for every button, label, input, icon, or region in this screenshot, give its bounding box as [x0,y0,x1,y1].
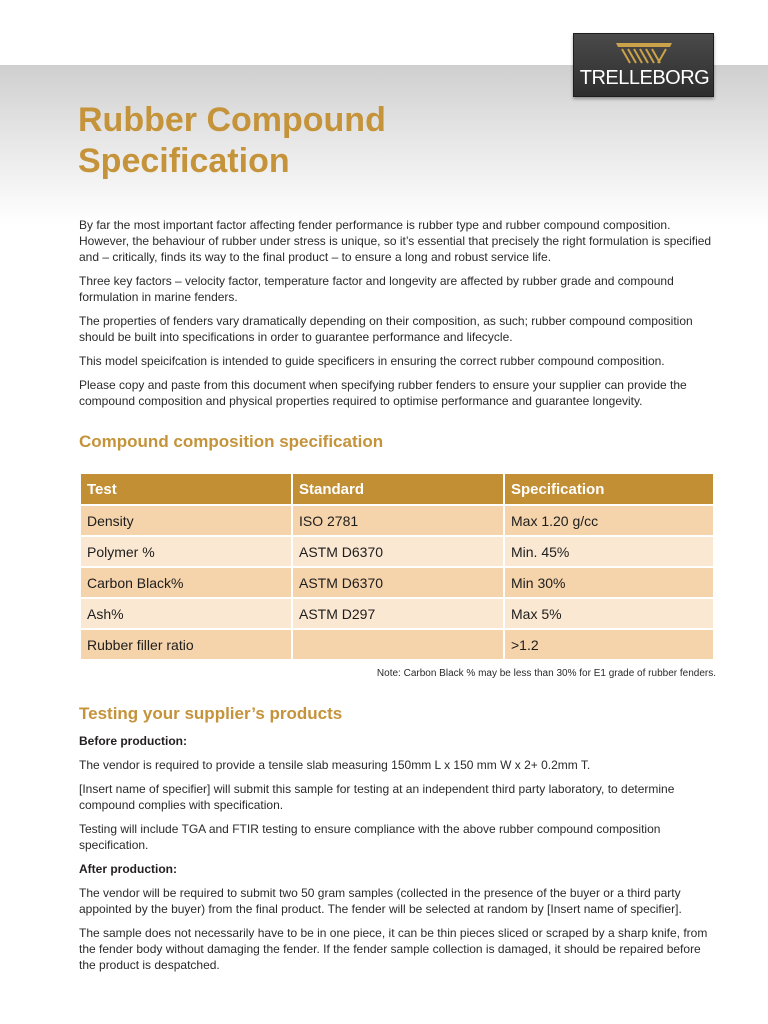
page-title [78,100,538,182]
cell-test: Ash% [81,599,291,628]
cell-standard: ASTM D297 [293,599,503,628]
table-row [81,537,713,566]
table-row [81,599,713,628]
intro-paragraph: This model speicifcation is intended to guide specificers in ensuring the correct rubber compound composition. [79,354,665,368]
table-row [81,630,713,659]
cell-standard: ISO 2781 [293,506,503,535]
column-header-specification: Specification [505,474,713,504]
testing-paragraph: Testing will include TGA and FTIR testing to ensure compliance with the above rubber compound composition specification. [79,822,661,852]
cell-specification: >1.2 [505,630,713,659]
testing-section [79,733,719,981]
cell-test: Density [81,506,291,535]
cell-test: Carbon Black% [81,568,291,597]
table-row [81,568,713,597]
testing-paragraph: [Insert name of specifier] will submit this sample for testing at an independent third party laboratory, to determine compound complies with specification. [79,782,675,812]
cell-specification: Min. 45% [505,537,713,566]
trelleborg-logo [573,33,714,97]
table-note: Note: Carbon Black % may be less than 30% for E1 grade of rubber fenders. [376,668,716,679]
cell-test: Rubber filler ratio [81,630,291,659]
intro-paragraph: Three key factors – velocity factor, temperature factor and longevity are affected by rubber grade and compound formulation in marine fenders. [79,274,674,304]
column-header-test: Test [81,474,291,504]
composition-heading: Compound composition specification [79,432,384,451]
intro-paragraph: Please copy and paste from this document when specifying rubber fenders to ensure your supplier can provide the compound composition and physical properties required to optimise performance and guarantee longevity. [79,378,687,408]
table-header-row [81,474,713,504]
cell-standard: ASTM D6370 [293,537,503,566]
intro-paragraph: The properties of fenders vary dramatically depending on their composition, as such; rubber compound composition should be built into specifications in order to guarantee performance and lifecycle. [79,314,693,344]
cell-specification: Max 5% [505,599,713,628]
before-production-label: Before production: [79,734,187,748]
intro-section [79,217,719,417]
cell-specification: Min 30% [505,568,713,597]
logo-emblem-icon [614,41,674,65]
table-row [81,506,713,535]
column-header-standard: Standard [293,474,503,504]
testing-heading: Testing your supplier’s products [79,704,343,723]
intro-paragraph: By far the most important factor affecting fender performance is rubber type and rubber compound composition. However, the behaviour of rubber under stress is unique, so it’s essential that precisely the right formulation is specified and – critically, finds its way to the final product – to ensure a long and robust service life. [79,218,712,264]
testing-paragraph: The vendor is required to provide a tensile slab measuring 150mm L x 150 mm W x 2+ 0.2mm T. [79,758,591,772]
page-title-line2: Specification [78,142,290,180]
testing-paragraph: The sample does not necessarily have to be in one piece, it can be thin pieces sliced or scraped by a sharp knife, from the fender body without damaging the fender. If the fender sample collection is damaged, it should be repaired before the product is despatched. [79,926,708,972]
cell-specification: Max 1.20 g/cc [505,506,713,535]
composition-table [79,472,715,661]
after-production-label: After production: [79,862,177,876]
testing-paragraph: The vendor will be required to submit two 50 gram samples (collected in the presence of the buyer or a third party appointed by the buyer) from the final product. The fender will be selected at random by [Insert name of specifier]. [79,886,682,916]
page-title-line1: Rubber Compound [78,101,386,139]
logo-text: TRELLEBORG [579,67,710,89]
cell-test: Polymer % [81,537,291,566]
cell-standard [293,630,503,659]
cell-standard: ASTM D6370 [293,568,503,597]
